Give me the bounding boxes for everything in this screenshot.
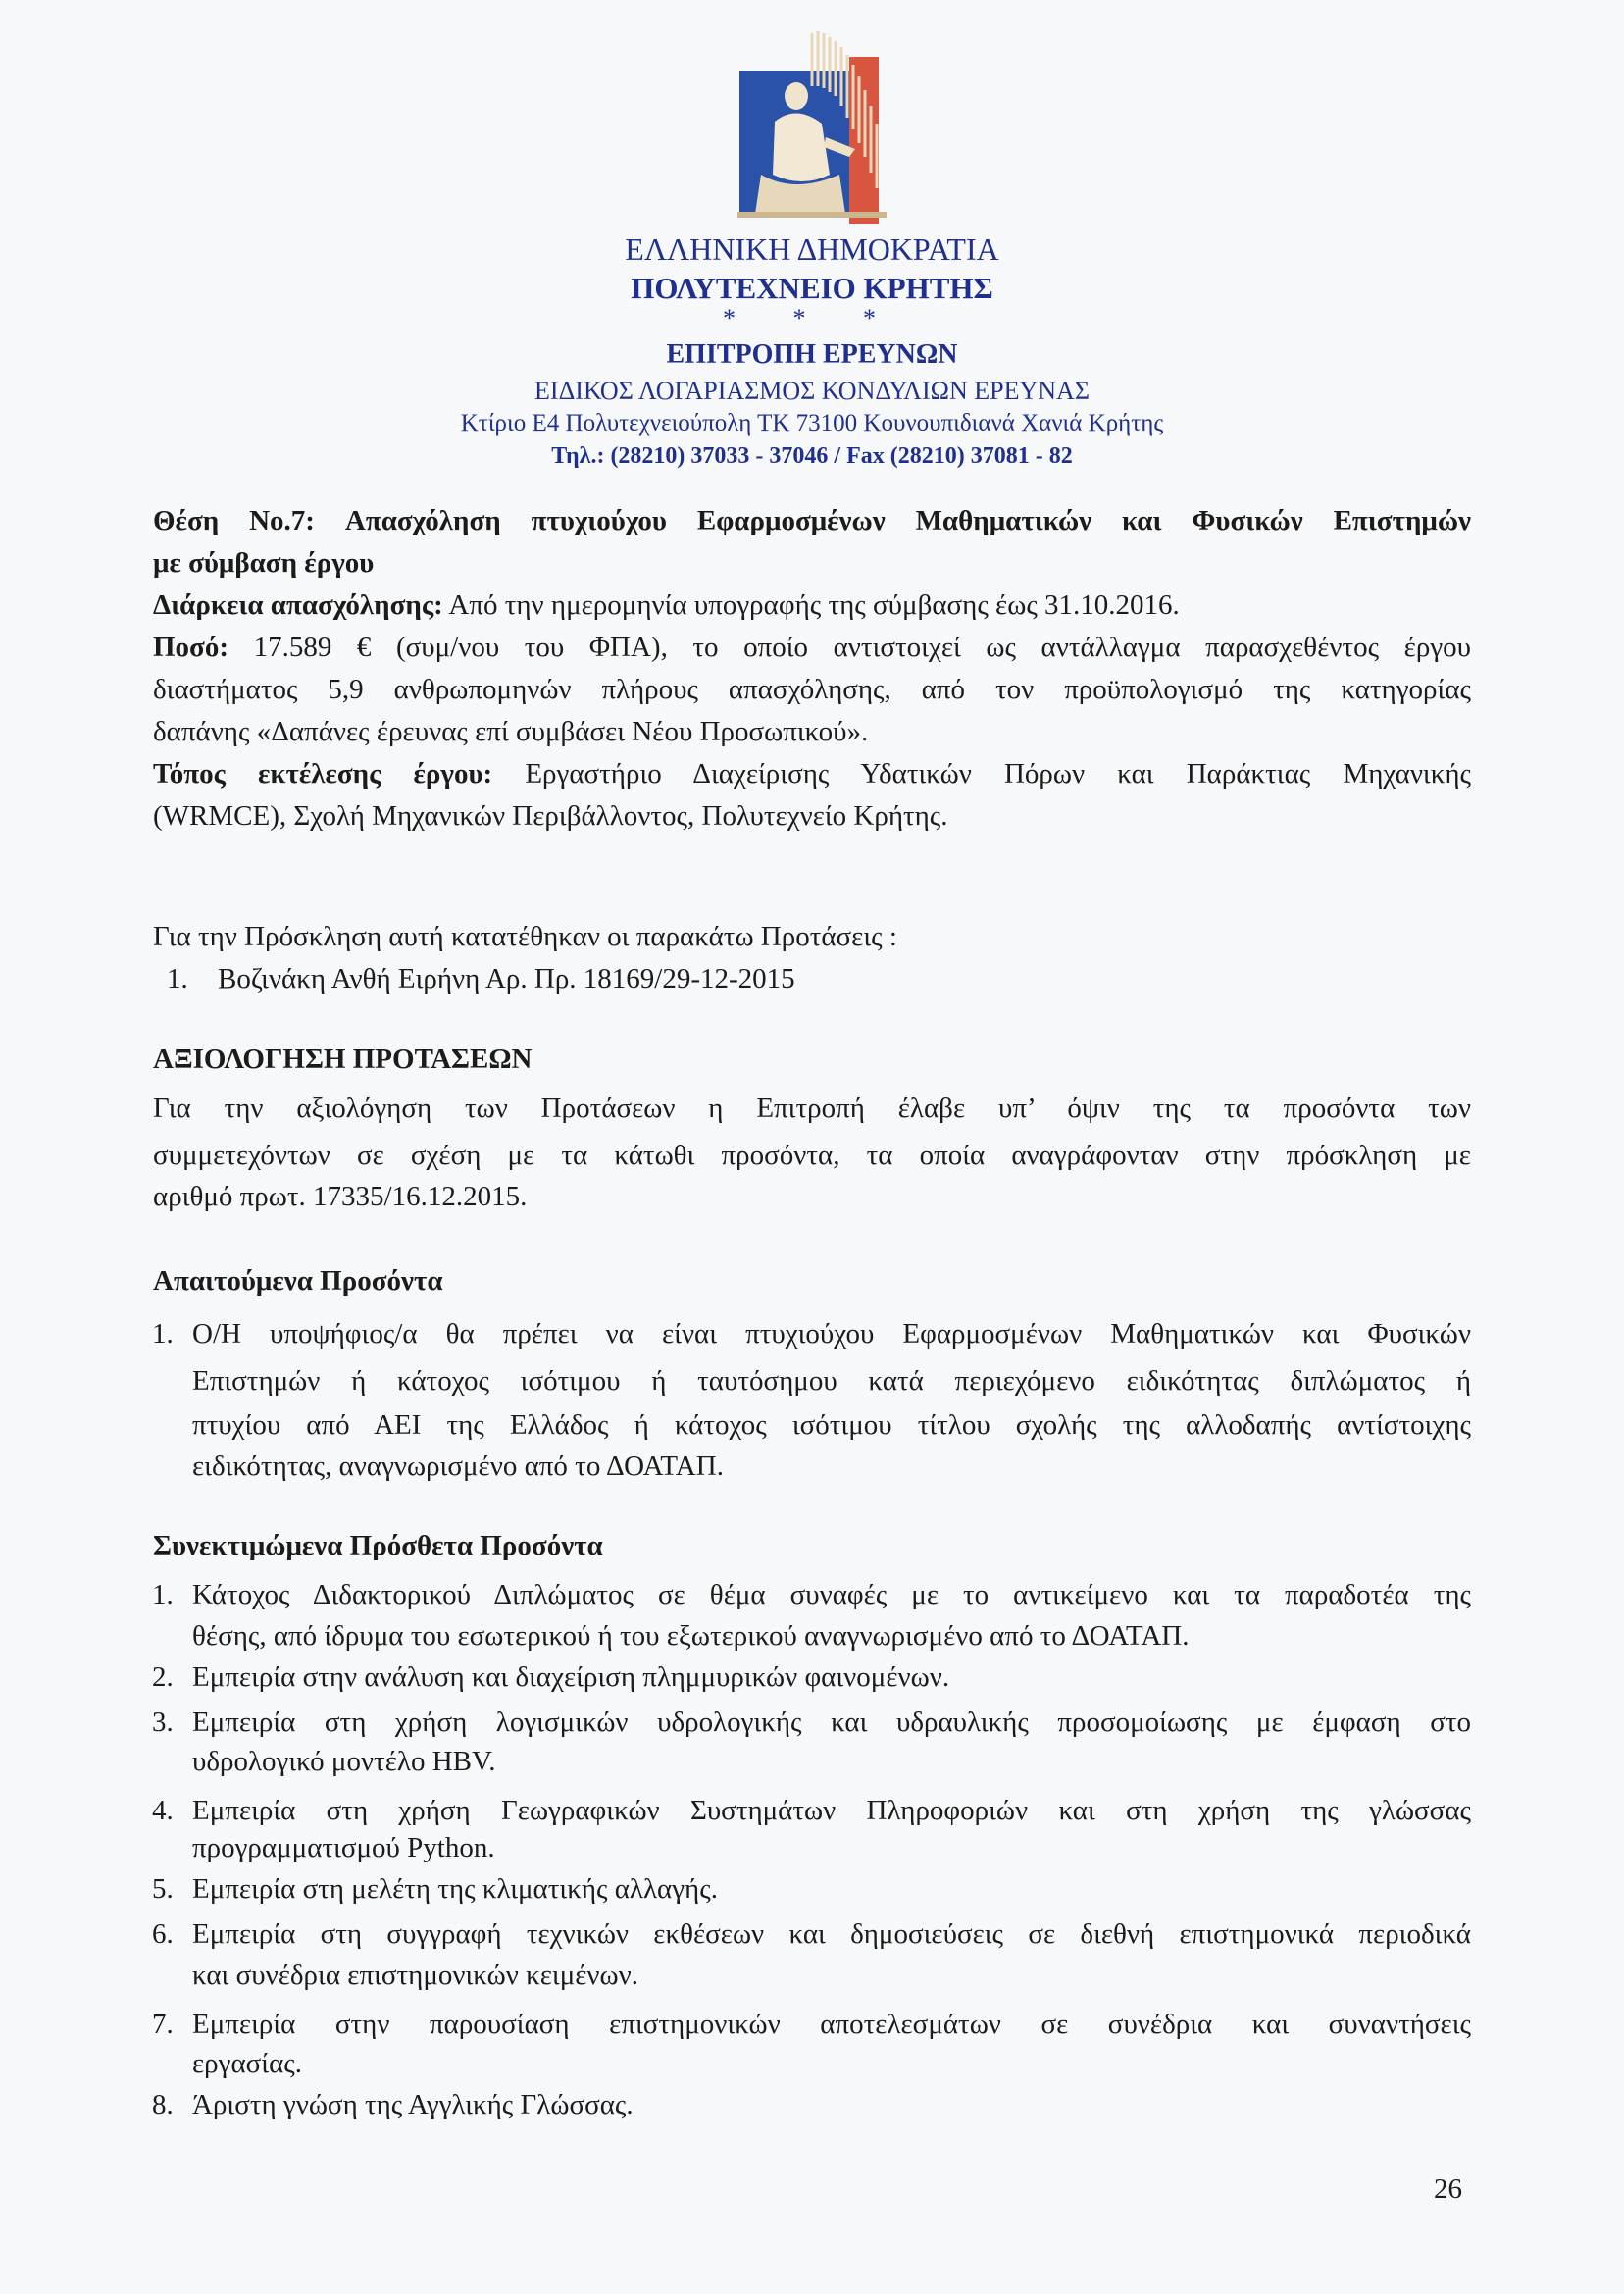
university-seal-icon <box>732 27 892 235</box>
duration-line <box>153 586 1180 625</box>
proposal-item: Βοζινάκη Ανθή Ειρήνη Αρ. Πρ. 18169/29-12-2015 <box>218 963 795 994</box>
position-title-label: Θέση No.7: <box>153 505 315 536</box>
additional-item-3-line-1: Εμπειρία στη χρήση λογισμικών υδρολογικής και υδραυλικής προσομοίωσης με έμφαση στο <box>192 1707 1471 1738</box>
additional-item-number: 5. <box>152 1873 174 1905</box>
header-stars: * * * <box>723 304 901 332</box>
additional-item-7-line-2: εργασίας. <box>192 2048 303 2079</box>
page-number: 26 <box>1434 2173 1462 2205</box>
additional-item-number: 7. <box>152 2009 174 2040</box>
place-line-2: (WRMCE), Σχολή Μηχανικών Περιβάλλοντος, Πολυτεχνείο Κρήτης. <box>153 800 948 832</box>
required-item-line-3: πτυχίου από ΑΕΙ της Ελλάδος ή κάτοχος ισότιμου τίτλου σχολής της αλλοδαπής αντίστοιχης <box>192 1409 1471 1441</box>
position-title-line-1 <box>153 501 1471 540</box>
place-line-1 <box>153 754 1471 793</box>
amount-text: 17.589 € (συμ/νου του ΦΠΑ), το οποίο αντιστοιχεί ως αντάλλαγμα παρασχεθέντος έργου <box>253 632 1471 663</box>
additional-item-number: 3. <box>152 1707 174 1738</box>
amount-line-2: διαστήματος 5,9 ανθρωπομηνών πλήρους απασχόλησης, από τον προϋπολογισμό της κατηγορίας <box>153 674 1471 705</box>
amount-line-3: δαπάνης «Δαπάνες έρευνας επί συμβάσει Νέου Προσωπικού». <box>153 716 869 747</box>
evaluation-line-2: συμμετεχόντων σε σχέση με τα κάτωθι προσόντα, τα οποία αναγράφονταν στην πρόσκληση με <box>153 1140 1471 1171</box>
additional-item-1-line-2: θέσης, από ίδρυμα του εσωτερικού ή του εξωτερικού αναγνωρισμένο από το ΔΟΑΤΑΠ. <box>192 1620 1190 1652</box>
committee-name: ΕΠΙΤΡΟΠΗ ΕΡΕΥΝΩΝ <box>666 339 958 370</box>
address-line: Κτίριο Ε4 Πολυτεχνειούπολη ΤΚ 73100 Κουνουπιδιανά Χανιά Κρήτης <box>460 410 1164 436</box>
proposal-number: 1. <box>167 963 188 994</box>
amount-line-1 <box>153 628 1471 667</box>
position-title-line-2: με σύμβαση έργου <box>153 547 375 579</box>
proposals-intro: Για την Πρόσκληση αυτή κατατέθηκαν οι παρακάτω Προτάσεις : <box>153 921 897 952</box>
evaluation-line-3: αριθμό πρωτ. 17335/16.12.2015. <box>153 1181 528 1212</box>
additional-item-1-line-1: Κάτοχος Διδακτορικού Διπλώματος σε θέμα συναφές με το αντικείμενο και τα παραδοτέα της <box>192 1579 1471 1610</box>
additional-item-6-line-1: Εμπειρία στη συγγραφή τεχνικών εκθέσεων και δημοσιεύσεις σε διεθνή επιστημονικά περιοδικά <box>192 1918 1471 1950</box>
additional-item-4-line-1: Εμπειρία στη χρήση Γεωγραφικών Συστημάτων Πληροφοριών και στη χρήση της γλώσσας <box>192 1795 1471 1826</box>
evaluation-line-1: Για την αξιολόγηση των Προτάσεων η Επιτροπή έλαβε υπ’ όψιν της τα προσόντα των <box>153 1093 1471 1124</box>
duration-value: Από την ημερομηνία υπογραφής της σύμβασης έως 31.10.2016. <box>448 589 1180 621</box>
amount-label: Ποσό: <box>153 632 228 663</box>
header-line-1: ΕΛΛΗΝΙΚΗ ΔΗΜΟΚΡΑΤΙΑ <box>625 231 999 267</box>
phone-fax-line: Τηλ.: (28210) 37033 - 37046 / Fax (28210) 37081 - 82 <box>551 443 1073 469</box>
additional-item-number: 1. <box>152 1579 174 1610</box>
additional-item-number: 4. <box>152 1795 174 1826</box>
university-name: ΠΟΛΥΤΕΧΝΕΙΟ ΚΡΗΤΗΣ <box>631 271 993 305</box>
additional-item-number: 6. <box>152 1918 174 1950</box>
additional-item-4-line-2: προγραμματισμού Python. <box>192 1832 495 1863</box>
additional-item-2-line-1: Εμπειρία στην ανάλυση και διαχείριση πλημμυρικών φαινομένων. <box>192 1661 950 1693</box>
additional-item-number: 8. <box>152 2089 174 2120</box>
required-item-line-4: ειδικότητας, αναγνωρισμένο από το ΔΟΑΤΑΠ. <box>192 1451 724 1482</box>
additional-item-8-line-1: Άριστη γνώση της Αγγλικής Γλώσσας. <box>192 2089 634 2120</box>
required-item-line-1: Ο/Η υποψήφιος/α θα πρέπει να είναι πτυχιούχου Εφαρμοσμένων Μαθηματικών και Φυσικών <box>192 1318 1471 1350</box>
required-item-number: 1. <box>152 1318 174 1350</box>
additional-item-6-line-2: και συνέδρια επιστημονικών κειμένων. <box>192 1960 638 1991</box>
required-heading: Απαιτούμενα Προσόντα <box>153 1265 443 1297</box>
place-text: Εργαστήριο Διαχείρισης Υδατικών Πόρων και Παράκτιας Μηχανικής <box>525 758 1471 790</box>
additional-item-3-line-2: υδρολογικό μοντέλο HBV. <box>192 1746 496 1777</box>
duration-label: Διάρκεια απασχόλησης: <box>153 589 443 621</box>
additional-item-5-line-1: Εμπειρία στη μελέτη της κλιματικής αλλαγής. <box>192 1873 718 1905</box>
required-item-line-2: Επιστημών ή κάτοχος ισότιμου ή ταυτόσημου κατά περιεχόμενο ειδικότητας διπλώματος ή <box>192 1365 1471 1397</box>
additional-item-number: 2. <box>152 1661 174 1693</box>
account-name: ΕΙΔΙΚΟΣ ΛΟΓΑΡΙΑΣΜΟΣ ΚΟΝΔΥΛΙΩΝ ΕΡΕΥΝΑΣ <box>534 377 1090 405</box>
place-label: Τόπος εκτέλεσης έργου: <box>153 758 493 790</box>
evaluation-heading: ΑΞΙΟΛΟΓΗΣΗ ΠΡΟΤΑΣΕΩΝ <box>153 1044 533 1075</box>
additional-heading: Συνεκτιμώμενα Πρόσθετα Προσόντα <box>153 1530 603 1561</box>
position-title-text: Απασχόληση πτυχιούχου Εφαρμοσμένων Μαθηματικών και Φυσικών Επιστημών <box>344 505 1471 536</box>
additional-item-7-line-1: Εμπειρία στην παρουσίαση επιστημονικών αποτελεσμάτων σε συνέδρια και συναντήσεις <box>192 2009 1471 2040</box>
